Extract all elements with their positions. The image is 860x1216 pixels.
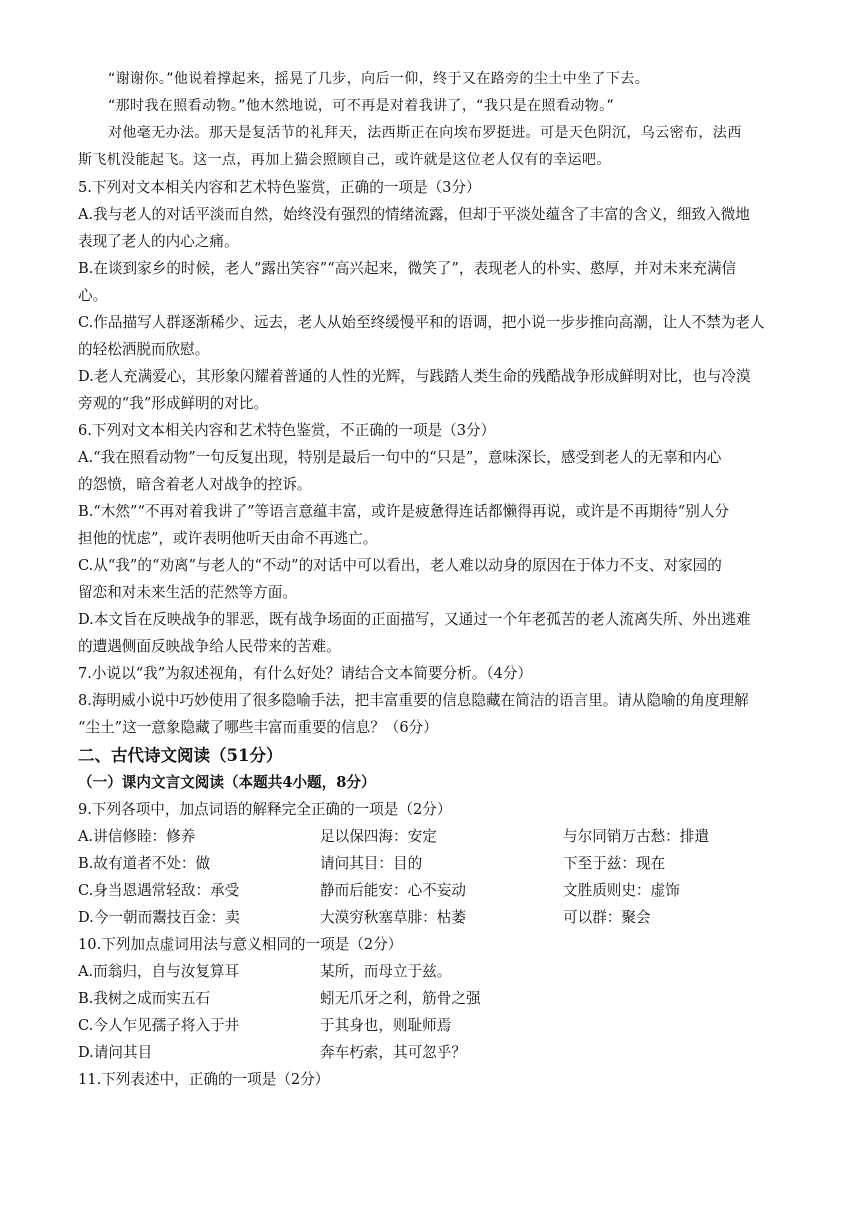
question-6-option-b-cont: 担他的忧虑”，或许表明他听天由命不再逃亡。 xyxy=(78,530,378,547)
question-6-option-a-cont: 的怨愤，暗含着老人对战争的控诉。 xyxy=(78,476,312,493)
q9-option-b-1: B.故有道者不处：做 xyxy=(78,855,211,872)
question-6-option-d: D.本文旨在反映战争的罪恶，既有战争场面的正面描写，又通过一个年老孤苦的老人流离失所、外出逃难 xyxy=(78,611,751,628)
q9-option-b-3: 下至于兹：现在 xyxy=(563,855,666,872)
q10-option-d-1: D.请问其目 xyxy=(78,1044,153,1061)
question-5-option-d-cont: 旁观的“我”形成鲜明的对比。 xyxy=(78,395,269,412)
question-6-option-c-cont: 留恋和对未来生活的茫然等方面。 xyxy=(78,584,297,601)
question-5-option-d: D.老人充满爱心，其形象闪耀着普通的人性的光辉，与践踏人类生命的残酷战争形成鲜明对比，也与冷漠 xyxy=(78,368,751,385)
q9-option-c-2: 静而后能安：心不妄动 xyxy=(320,882,466,899)
q10-option-a-2: 某所，而母立于兹。 xyxy=(320,963,452,980)
q10-option-a-1: A.而翁归，自与汝复算耳 xyxy=(78,963,240,980)
q9-option-d-1: D.今一朝而鬻技百金：卖 xyxy=(78,909,240,926)
question-5-option-b: B.在谈到家乡的时候，老人“露出笑容”“高兴起来，微笑了”，表现老人的朴实、憨厚，并对未来充满信 xyxy=(78,260,737,277)
question-5-option-c: C.作品描写人群逐渐稀少、远去，老人从始至终缓慢平和的语调，把小说一步步推向高潮，让人不禁为老人 xyxy=(78,314,765,331)
question-5-option-a-cont: 表现了老人的内心之痛。 xyxy=(78,233,239,250)
question-9-stem: 9.下列各项中，加点词语的解释完全正确的一项是（2分） xyxy=(78,801,452,818)
q9-option-d-2: 大漠穷秋塞草腓：枯萎 xyxy=(320,909,466,926)
q10-option-b-1: B.我树之成而实五石 xyxy=(78,990,211,1007)
q10-option-b-2: 蚓无爪牙之利，筋骨之强 xyxy=(320,990,481,1007)
question-6-option-a: A.“我在照看动物”一句反复出现，特别是最后一句中的“只是”，意味深长，感受到老人的无辜和内心 xyxy=(78,449,722,466)
q10-option-c-1: C.今人乍见孺子将入于井 xyxy=(78,1017,240,1034)
question-10-stem: 10.下列加点虚词用法与意义相同的一项是（2分） xyxy=(78,936,403,953)
question-5-option-a: A.我与老人的对话平淡而自然，始终没有强烈的情绪流露，但却于平淡处蕴含了丰富的含义，细致入微地 xyxy=(78,206,750,223)
q10-option-c-2: 于其身也，则耻师焉 xyxy=(320,1017,452,1034)
q9-option-a-2: 足以保四海：安定 xyxy=(320,828,437,845)
q9-option-c-3: 文胜质则史：虚饰 xyxy=(563,882,680,899)
subsection-heading: （一）课内文言文阅读（本题共4小题，8分） xyxy=(78,774,376,791)
q9-option-c-1: C.身当恩遇常轻敌：承受 xyxy=(78,882,240,899)
question-6-option-b: B.“木然”“不再对着我讲了”等语言意蕴丰富，或许是疲惫得连话都懒得再说，或许是不再期待“别人分 xyxy=(78,503,730,520)
question-11-stem: 11.下列表述中，正确的一项是（2分） xyxy=(78,1071,330,1088)
question-6-stem: 6.下列对文本相关内容和艺术特色鉴赏，不正确的一项是（3分） xyxy=(78,422,496,439)
question-5-option-b-cont: 心。 xyxy=(78,287,108,304)
story-paragraph: “那时我在照看动物。”他木然地说，可不再是对着我讲了，“我只是在照看动物。” xyxy=(108,98,615,114)
story-paragraph-continued: 斯飞机没能起飞。这一点，再加上猫会照顾自己，或许就是这位老人仅有的幸运吧。 xyxy=(78,152,611,168)
section-heading: 二、古代诗文阅读（51分） xyxy=(78,746,283,765)
question-6-option-d-cont: 的遭遇侧面反映战争给人民带来的苦难。 xyxy=(78,638,341,655)
story-paragraph: “谢谢你。”他说着撑起来，摇晃了几步，向后一仰，终于又在路旁的尘土中坐了下去。 xyxy=(108,71,650,87)
q9-option-d-3: 可以群：聚会 xyxy=(563,909,651,926)
question-8: 8.海明威小说中巧妙使用了很多隐喻手法，把丰富重要的信息隐藏在简洁的语言里。请从隐喻的角度理解 xyxy=(78,692,749,709)
question-5-stem: 5.下列对文本相关内容和艺术特色鉴赏，正确的一项是（3分） xyxy=(78,179,481,196)
q9-option-b-2: 请问其目：目的 xyxy=(320,855,423,872)
q9-option-a-3: 与尔同销万古愁：排遣 xyxy=(563,828,709,845)
q9-option-a-1: A.讲信修睦：修养 xyxy=(78,828,196,845)
question-6-option-c: C.从“我”的“劝离”与老人的“不动”的对话中可以看出，老人难以动身的原因在于体力不支、对家园的 xyxy=(78,557,722,574)
question-7: 7.小说以“我”为叙述视角，有什么好处？请结合文本简要分析。（4分） xyxy=(78,665,533,682)
question-5-option-c-cont: 的轻松洒脱而欣慰。 xyxy=(78,341,210,358)
q10-option-d-2: 奔车朽索，其可忽乎？ xyxy=(320,1044,466,1061)
story-paragraph: 对他毫无办法。那天是复活节的礼拜天，法西斯正在向埃布罗挺进。可是天色阴沉，乌云密布，法西 xyxy=(108,125,742,141)
question-8-cont: “尘土”这一意象隐藏了哪些丰富而重要的信息？（6分） xyxy=(78,719,438,736)
